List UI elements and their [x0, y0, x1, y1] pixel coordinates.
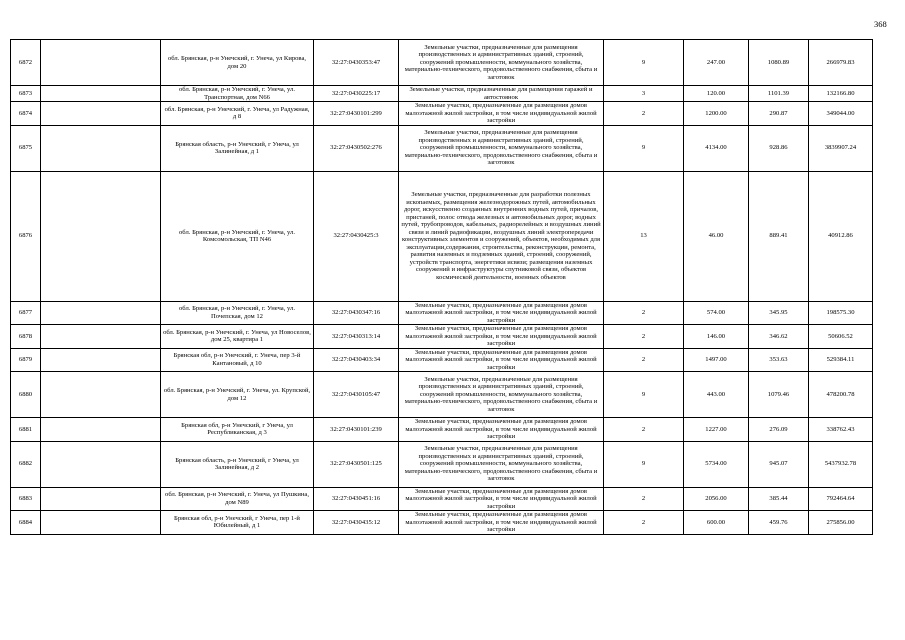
- row-number: 6875: [11, 125, 41, 171]
- area-cell: 443.00: [684, 372, 749, 418]
- address-cell: Брянская обл, р-н Унечский, г Унеча, пер 1-й Юбилейный, д 1: [161, 511, 314, 535]
- row-number: 6881: [11, 418, 41, 442]
- table-row: [11, 171, 873, 301]
- table-row: [11, 325, 873, 349]
- table-row: [11, 511, 873, 535]
- cadastral-number-cell: 32:27:0430435:12: [314, 511, 399, 535]
- address-cell: обл. Брянская, р-н Унечский, г. Унеча, ул. Почепская, дом 12: [161, 301, 314, 325]
- address-cell: обл. Брянская, р-н Унечский, г. Унеча, ул. Транспортная, дом N66: [161, 86, 314, 102]
- empty-cell: [41, 487, 161, 511]
- cadastral-value-cell: 3839907.24: [809, 125, 873, 171]
- use-group-cell: 2: [604, 487, 684, 511]
- area-cell: 146.00: [684, 325, 749, 349]
- area-cell: 600.00: [684, 511, 749, 535]
- cadastral-value-cell: 266979.83: [809, 40, 873, 86]
- cadastral-value-cell: 132166.80: [809, 86, 873, 102]
- address-cell: обл. Брянская, р-н Унечский, г. Унеча, ул Кирова, дом 20: [161, 40, 314, 86]
- cadastral-number-cell: 32:27:0430501:125: [314, 441, 399, 487]
- empty-cell: [41, 40, 161, 86]
- row-number: 6878: [11, 325, 41, 349]
- table-row: [11, 301, 873, 325]
- use-group-cell: 9: [604, 40, 684, 86]
- area-cell: 1497.00: [684, 348, 749, 372]
- land-use-cell: Земельные участки, предназначенные для размещения гаражей и автостоянок: [399, 86, 604, 102]
- unit-value-cell: 276.09: [749, 418, 809, 442]
- cadastral-number-cell: 32:27:0430101:239: [314, 418, 399, 442]
- table-row: [11, 102, 873, 126]
- cadastral-number-cell: 32:27:0430403:34: [314, 348, 399, 372]
- address-cell: Брянская область, р-н Унечский, г Унеча, ул Залинейная, д 1: [161, 125, 314, 171]
- cadastral-number-cell: 32:27:0430425:3: [314, 171, 399, 301]
- cadastral-value-table: [10, 39, 873, 535]
- row-number: 6884: [11, 511, 41, 535]
- row-number: 6880: [11, 372, 41, 418]
- use-group-cell: 9: [604, 125, 684, 171]
- address-cell: обл. Брянская, р-н Унечский, г. Унеча, ул. Комсомольская, ТП N46: [161, 171, 314, 301]
- use-group-cell: 13: [604, 171, 684, 301]
- empty-cell: [41, 372, 161, 418]
- table-body: [11, 40, 873, 535]
- address-cell: обл. Брянская, р-н Унечский, г. Унеча, ул Пушкина, дом N89: [161, 487, 314, 511]
- table-row: [11, 441, 873, 487]
- cadastral-number-cell: 32:27:0430502:276: [314, 125, 399, 171]
- unit-value-cell: 345.95: [749, 301, 809, 325]
- use-group-cell: 2: [604, 418, 684, 442]
- address-cell: обл. Брянская, р-н Унечский, г. Унеча, ул Новоселов, дом 25, квартира 1: [161, 325, 314, 349]
- land-use-cell: Земельные участки, предназначенные для размещения домов малоэтажной жилой застройки, в том числе индивидуальной жилой застройки: [399, 418, 604, 442]
- cadastral-number-cell: 32:27:0430451:16: [314, 487, 399, 511]
- empty-cell: [41, 348, 161, 372]
- cadastral-value-cell: 478200.78: [809, 372, 873, 418]
- table-row: [11, 418, 873, 442]
- area-cell: 1200.00: [684, 102, 749, 126]
- cadastral-number-cell: 32:27:0430353:47: [314, 40, 399, 86]
- land-use-cell: Земельные участки, предназначенные для размещения домов малоэтажной жилой застройки, в том числе индивидуальной жилой застройки: [399, 487, 604, 511]
- land-use-cell: Земельные участки, предназначенные для размещения домов малоэтажной жилой застройки, в том числе индивидуальной жилой застройки: [399, 325, 604, 349]
- empty-cell: [41, 86, 161, 102]
- area-cell: 46.00: [684, 171, 749, 301]
- table-row: [11, 348, 873, 372]
- land-use-cell: Земельные участки, предназначенные для разработки полезных ископаемых, размещения железнодорожных путей, автомобильных дорог, искусственно созданных внутренних водных путей, причалов, пристаней, полос отвода железных и автомобильных дорог, водных путей, трубопроводов, кабельных, радиорелейных и воздушных линий связи и линий радиофикации, воздушных линий электропередачи конструктивных элементов и сооружений, объектов, необходимых для эксплуатации,содержания, строительства, реконструкции, ремонта, развития наземных и подземных зданий, строений, сооружений, устройств транспорта, энергетики исвязи; размещения наземных сооружений и инфраструктуры спутниковой связи, объектов космической деятельности, военных объектов: [399, 171, 604, 301]
- empty-cell: [41, 325, 161, 349]
- use-group-cell: 2: [604, 301, 684, 325]
- cadastral-value-cell: 349044.00: [809, 102, 873, 126]
- table-row: [11, 125, 873, 171]
- cadastral-value-cell: 338762.43: [809, 418, 873, 442]
- row-number: 6876: [11, 171, 41, 301]
- row-number: 6877: [11, 301, 41, 325]
- address-cell: обл. Брянская, р-н Унечский, г. Унеча, ул. Крупской, дом 12: [161, 372, 314, 418]
- cadastral-value-cell: 529384.11: [809, 348, 873, 372]
- use-group-cell: 9: [604, 441, 684, 487]
- cadastral-number-cell: 32:27:0430101:299: [314, 102, 399, 126]
- page-number: 368: [874, 19, 887, 29]
- empty-cell: [41, 418, 161, 442]
- area-cell: 247.00: [684, 40, 749, 86]
- cadastral-value-cell: 5437932.78: [809, 441, 873, 487]
- unit-value-cell: 928.86: [749, 125, 809, 171]
- unit-value-cell: 945.07: [749, 441, 809, 487]
- row-number: 6872: [11, 40, 41, 86]
- land-use-cell: Земельные участки, предназначенные для размещения производственных и административных зданий, строений, сооружений промышленности, коммунального хозяйства, материально-технического, продовольственного снабжения, сбыта и заготовок: [399, 125, 604, 171]
- unit-value-cell: 459.76: [749, 511, 809, 535]
- table-row: [11, 487, 873, 511]
- cadastral-number-cell: 32:27:0430105:47: [314, 372, 399, 418]
- unit-value-cell: 353.63: [749, 348, 809, 372]
- unit-value-cell: 346.62: [749, 325, 809, 349]
- use-group-cell: 3: [604, 86, 684, 102]
- empty-cell: [41, 125, 161, 171]
- land-use-cell: Земельные участки, предназначенные для размещения домов малоэтажной жилой застройки, в том числе индивидуальной жилой застройки: [399, 348, 604, 372]
- empty-cell: [41, 511, 161, 535]
- use-group-cell: 2: [604, 102, 684, 126]
- cadastral-value-cell: 50606.52: [809, 325, 873, 349]
- row-number: 6882: [11, 441, 41, 487]
- empty-cell: [41, 301, 161, 325]
- area-cell: 1227.00: [684, 418, 749, 442]
- row-number: 6883: [11, 487, 41, 511]
- row-number: 6879: [11, 348, 41, 372]
- area-cell: 120.00: [684, 86, 749, 102]
- unit-value-cell: 1079.46: [749, 372, 809, 418]
- cadastral-value-cell: 275856.00: [809, 511, 873, 535]
- area-cell: 5734.00: [684, 441, 749, 487]
- table-row: [11, 40, 873, 86]
- area-cell: 4134.00: [684, 125, 749, 171]
- area-cell: 2056.00: [684, 487, 749, 511]
- cadastral-number-cell: 32:27:0430347:16: [314, 301, 399, 325]
- land-use-cell: Земельные участки, предназначенные для размещения производственных и административных зданий, строений, сооружений промышленности, коммунального хозяйства, материально-технического, продовольственного снабжения, сбыта и заготовок: [399, 441, 604, 487]
- use-group-cell: 2: [604, 325, 684, 349]
- empty-cell: [41, 102, 161, 126]
- cadastral-value-cell: 198575.30: [809, 301, 873, 325]
- land-use-cell: Земельные участки, предназначенные для размещения домов малоэтажной жилой застройки, в том числе индивидуальной жилой застройки: [399, 511, 604, 535]
- land-use-cell: Земельные участки, предназначенные для размещения домов малоэтажной жилой застройки, в том числе индивидуальной жилой застройки: [399, 301, 604, 325]
- row-number: 6873: [11, 86, 41, 102]
- row-number: 6874: [11, 102, 41, 126]
- use-group-cell: 9: [604, 372, 684, 418]
- cadastral-value-cell: 792464.64: [809, 487, 873, 511]
- land-use-cell: Земельные участки, предназначенные для размещения домов малоэтажной жилой застройки, в том числе индивидуальной жилой застройки: [399, 102, 604, 126]
- unit-value-cell: 290.87: [749, 102, 809, 126]
- land-use-cell: Земельные участки, предназначенные для размещения производственных и административных зданий, строений, сооружений промышленности, коммунального хозяйства, материально-технического, продовольственного снабжения, сбыта и заготовок: [399, 40, 604, 86]
- cadastral-number-cell: 32:27:0430313:14: [314, 325, 399, 349]
- unit-value-cell: 1101.39: [749, 86, 809, 102]
- table-row: [11, 372, 873, 418]
- unit-value-cell: 1080.89: [749, 40, 809, 86]
- address-cell: Брянская обл, р-н Унечский, г. Унеча, пер 3-й Кантановый, д 10: [161, 348, 314, 372]
- empty-cell: [41, 171, 161, 301]
- unit-value-cell: 385.44: [749, 487, 809, 511]
- cadastral-value-cell: 40912.86: [809, 171, 873, 301]
- address-cell: Брянская область, р-н Унечский, г Унеча, ул Залинейная, д 2: [161, 441, 314, 487]
- address-cell: обл. Брянская, р-н Унечский, г. Унеча, ул Радужная, д 8: [161, 102, 314, 126]
- unit-value-cell: 889.41: [749, 171, 809, 301]
- cadastral-number-cell: 32:27:0430225:17: [314, 86, 399, 102]
- land-use-cell: Земельные участки, предназначенные для размещения производственных и административных зданий, строений, сооружений промышленности, коммунального хозяйства, материально-технического, продовольственного снабжения, сбыта и заготовок: [399, 372, 604, 418]
- use-group-cell: 2: [604, 511, 684, 535]
- area-cell: 574.00: [684, 301, 749, 325]
- address-cell: Брянская обл, р-н Унечский, г Унеча, ул Республиканская, д 3: [161, 418, 314, 442]
- use-group-cell: 2: [604, 348, 684, 372]
- table-row: [11, 86, 873, 102]
- empty-cell: [41, 441, 161, 487]
